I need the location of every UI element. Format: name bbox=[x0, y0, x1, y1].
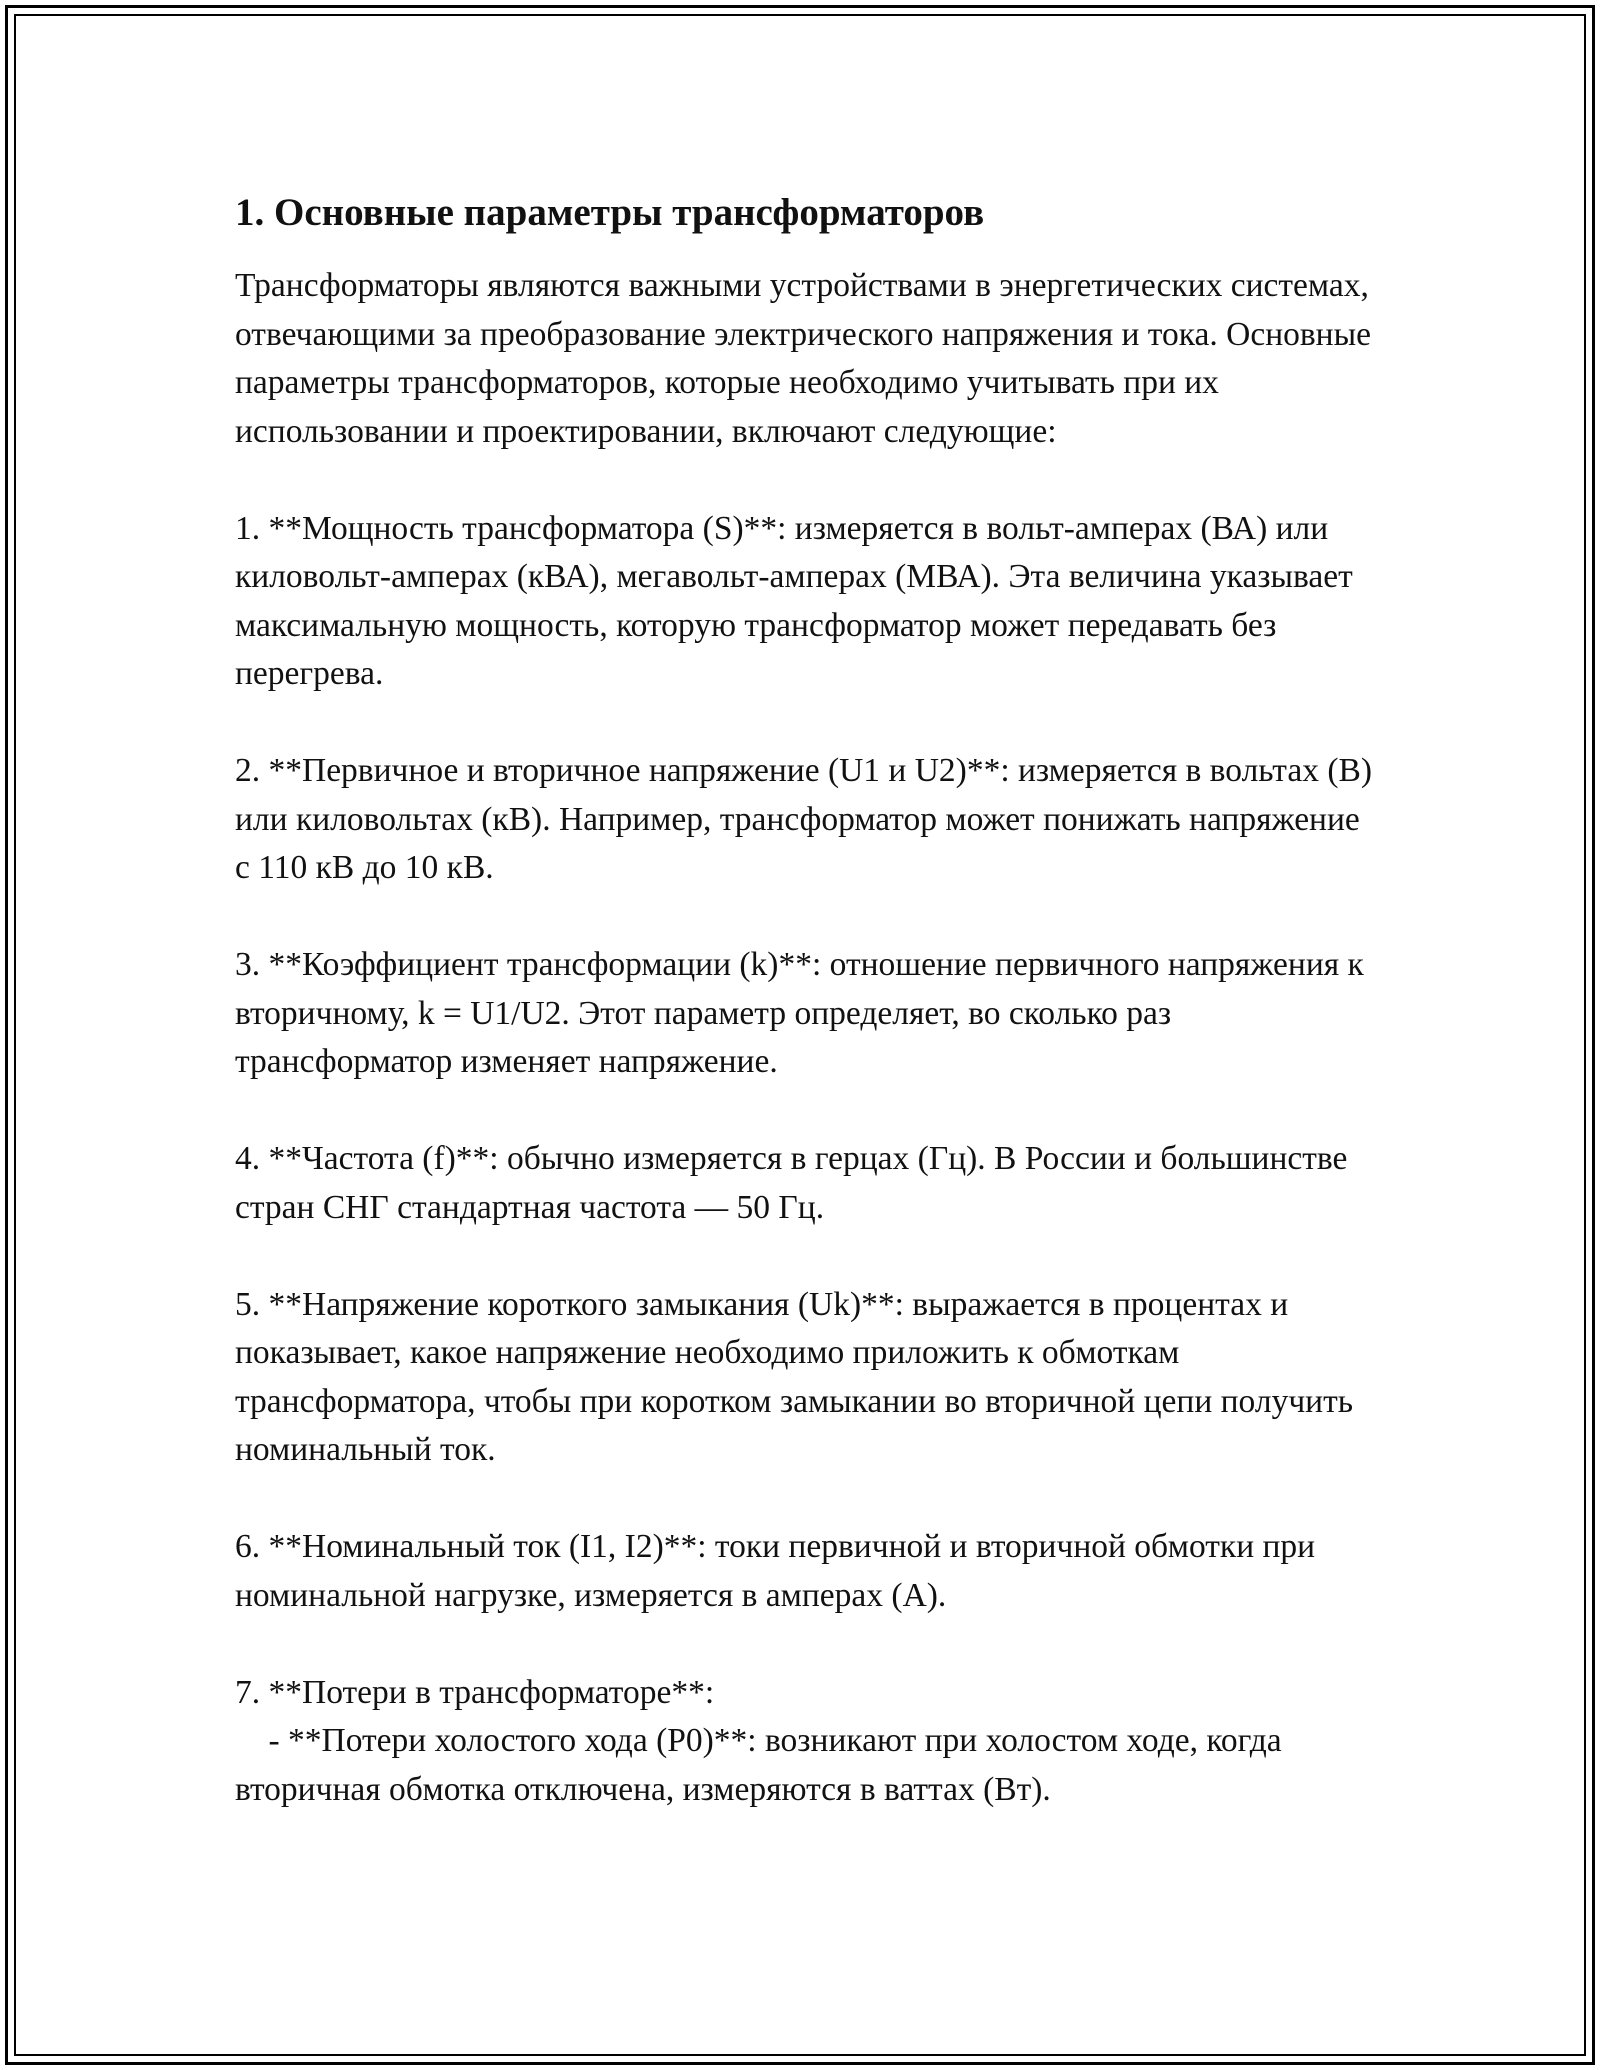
list-item-rated-current: 6. **Номинальный ток (I1, I2)**: токи первичной и вторичной обмотки при номинальной нагрузке, измеряется в амперах (А). bbox=[235, 1528, 1324, 1614]
list-item-ratio: 3. **Коэффициент трансформации (k)**: отношение первичного напряжения к вторичному, k = U1/U2. Этот параметр определяет, во сколько раз трансформатор изменяет напряжение. bbox=[235, 946, 1373, 1080]
document-body bbox=[235, 186, 1381, 1863]
list-item-power: 1. **Мощность трансформатора (S)**: измеряется в вольт-амперах (ВА) или киловольт-амперах (кВА), мегавольт-амперах (МВА). Эта величина указывает максимальную мощность, которую трансформатор может передавать без перегрева. bbox=[235, 509, 1362, 692]
list-item-short-circuit-voltage: 5. **Напряжение короткого замыкания (Uk)**: выражается в процентах и показывает, какое напряжение необходимо приложить к обмоткам трансформатора, чтобы при коротком замыкании во вторичной цепи получить номинальный ток. bbox=[235, 1285, 1362, 1468]
list-item-losses-noload: - **Потери холостого хода (P0)**: возникают при холостом ходе, когда вторичная обмотка отключена, измеряются в ваттах (Вт). bbox=[235, 1722, 1291, 1808]
list-item-voltage: 2. **Первичное и вторичное напряжение (U1 и U2)**: измеряется в вольтах (В) или киловольтах (кВ). Например, трансформатор может понижать напряжение с 110 кВ до 10 кВ. bbox=[235, 752, 1381, 886]
list-item-losses-title: 7. **Потери в трансформаторе**: bbox=[235, 1673, 715, 1711]
section-heading: 1. Основные параметры трансформаторов bbox=[235, 191, 985, 234]
intro-paragraph: Трансформаторы являются важными устройствами в энергетических системах, отвечающими за преобразование электрического напряжения и тока. Основные параметры трансформаторов, которые необходимо учитывать при их использовании и проектировании, включают следующие: bbox=[235, 267, 1380, 450]
list-item-frequency: 4. **Частота (f)**: обычно измеряется в герцах (Гц). В России и большинстве стран СНГ стандартная частота — 50 Гц. bbox=[235, 1140, 1356, 1226]
